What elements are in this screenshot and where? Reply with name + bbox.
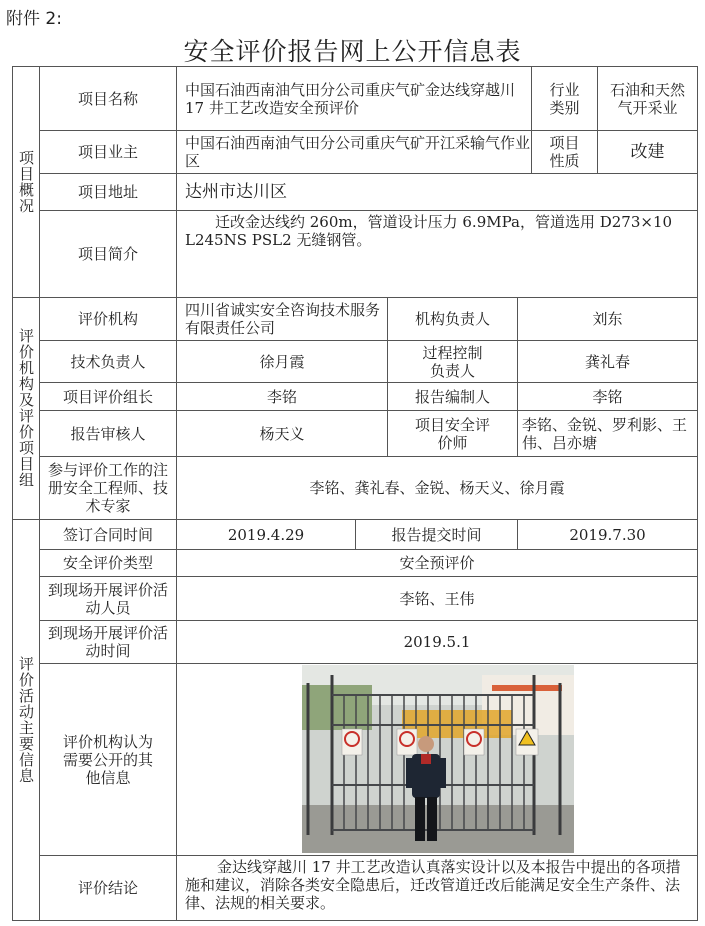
- site-photo-drawing: [302, 665, 574, 853]
- engineers-label: 参与评价工作的注册安全工程师、技术专家: [47, 461, 168, 515]
- tech-label: 技术负责人: [70, 352, 146, 371]
- owner-label: 项目业主: [77, 143, 138, 161]
- conclusion-label: 评价结论: [77, 879, 138, 897]
- industry-label: 行业类别: [549, 80, 580, 117]
- section-overview-label: 项目概况: [17, 149, 35, 214]
- project-name-label: 项目名称: [77, 89, 138, 108]
- leader-label: 项目评价组长: [62, 387, 153, 406]
- leader-value: 李铭: [266, 387, 297, 406]
- author-label: 报告编制人: [414, 387, 490, 406]
- author-value: 李铭: [592, 387, 623, 406]
- project-name-value: 中国石油西南油气田分公司重庆气矿金达线穿越川 17 井工艺改造安全预评价: [185, 80, 516, 117]
- contract-value: 2019.4.29: [227, 525, 305, 544]
- owner-value: 中国石油西南油气田分公司重庆气矿开江采输气作业区: [185, 134, 531, 170]
- assessors-label: 项目安全评价师: [414, 415, 490, 452]
- contract-label: 签订合同时间: [62, 525, 153, 544]
- type-value: 安全预评价: [399, 554, 475, 572]
- page-title: 安全评价报告网上公开信息表: [183, 37, 522, 66]
- annex-label: 附件 2:: [6, 9, 62, 29]
- head-label: 机构负责人: [414, 310, 490, 328]
- industry-value: 石油和天然气开采业: [609, 80, 685, 117]
- reviewer-value: 杨天义: [259, 424, 305, 443]
- tech-value: 徐月霞: [259, 352, 305, 371]
- section-agency-label: 评价机构及评价项目组: [17, 328, 35, 488]
- time-label: 到现场开展评价活动时间: [47, 624, 168, 660]
- process-label: 过程控制负责人: [422, 343, 483, 380]
- process-value: 龚礼春: [584, 352, 630, 371]
- conclusion-value: 金达线穿越川 17 井工艺改造认真落实设计以及本报告中提出的各项措施和建议，消除各类安全隐患后，迁改管道迁改后能满足安全生产条件、法律、法规的相关要求。: [185, 858, 681, 912]
- staff-value: 李铭、王伟: [399, 589, 475, 608]
- brief-value: 迁改金达线约 260m，管道设计压力 6.9MPa，管道选用 D273×10 L245NS PSL2 无缝钢管。: [185, 213, 673, 249]
- engineers-value: 李铭、龚礼春、金锐、杨天义、徐月霞: [309, 479, 565, 497]
- brief-label: 项目简介: [77, 245, 138, 263]
- org-value: 四川省诚实安全咨询技术服务有限责任公司: [185, 301, 381, 337]
- nature-value: 改建: [630, 142, 665, 162]
- site-photo: [302, 665, 574, 853]
- assessors-value: 李铭、金锐、罗利影、王伟、吕亦塘: [522, 415, 688, 452]
- submit-value: 2019.7.30: [569, 525, 646, 544]
- type-label: 安全评价类型: [62, 554, 153, 572]
- submit-label: 报告提交时间: [391, 525, 482, 544]
- reviewer-label: 报告审核人: [70, 424, 146, 443]
- section-activity-label: 评价活动主要信息: [17, 655, 35, 784]
- staff-label: 到现场开展评价活动人员: [47, 580, 168, 617]
- head-value: 刘东: [592, 310, 623, 328]
- other-info-label: 评价机构认为需要公开的其他信息: [62, 732, 153, 787]
- address-label: 项目地址: [77, 183, 138, 201]
- time-value: 2019.5.1: [403, 633, 471, 651]
- nature-label: 项目性质: [549, 134, 580, 170]
- address-value: 达州市达川区: [185, 182, 287, 202]
- org-label: 评价机构: [77, 310, 138, 328]
